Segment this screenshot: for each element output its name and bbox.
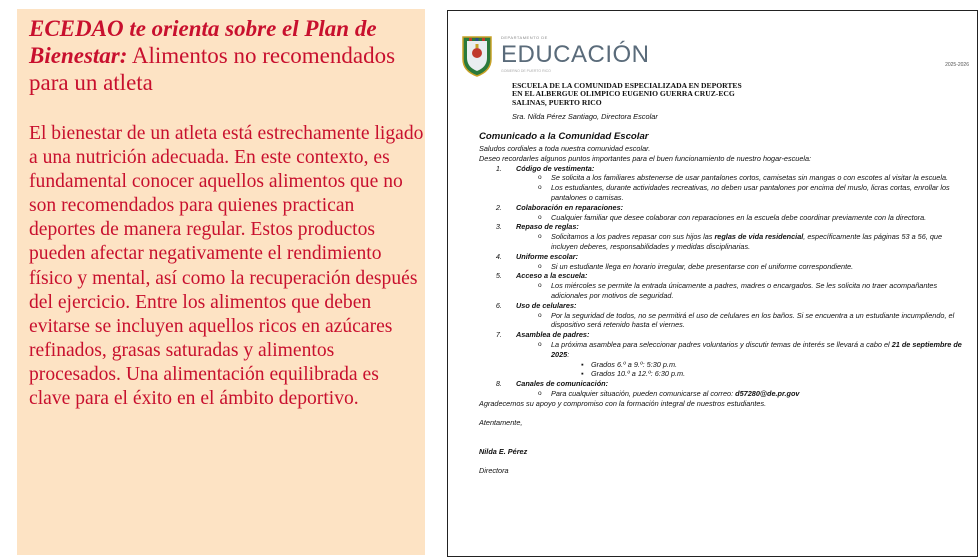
school-header bbox=[512, 82, 742, 107]
panel-title-emphasis: ECEDAO te orienta sobre el Plan de Bienestar: bbox=[29, 16, 377, 68]
contact-email: d57280@de.pr.gov bbox=[735, 388, 800, 398]
sub-item: o La próxima asamblea para seleccionar padres voluntarios y discutir temas de interés se llevará a cabo el 21 de septiembre de 2025: ▪ Grados 6.º a 9.º: 5:30 p.m. ▪ Grados 10.º a 12.º: 6:30 p.m. bbox=[538, 340, 969, 379]
sub-item: o Si un estudiante llega en horario irregular, debe presentarse con el uniforme correspondiente. bbox=[538, 262, 969, 272]
education-logo-text: EDUCACIÓN bbox=[501, 41, 650, 68]
list-item bbox=[504, 301, 969, 330]
item-heading: Canales de comunicación: bbox=[516, 379, 609, 389]
thanks-line: Agradecemos su apoyo y compromiso con la formación integral de nuestros estudiantes. bbox=[479, 398, 767, 408]
list-item bbox=[504, 252, 969, 272]
director-line: Sra. Nilda Pérez Santiago, Directora Escolar bbox=[512, 112, 658, 121]
school-name-line1: ESCUELA DE LA COMUNIDAD ESPECIALIZADA EN DEPORTES bbox=[512, 81, 742, 90]
points-list bbox=[479, 164, 969, 399]
list-item bbox=[504, 330, 969, 379]
signature-title: Directora bbox=[479, 466, 509, 476]
list-item bbox=[504, 222, 969, 251]
item-heading: Colaboración en reparaciones: bbox=[516, 202, 624, 212]
list-item bbox=[504, 164, 969, 203]
school-name-line2: EN EL ALBERGUE OLIMPICO EUGENIO GUERRA CRUZ-ECG bbox=[512, 89, 735, 99]
signature-name: Nilda E. Pérez bbox=[479, 447, 528, 457]
rules-emphasis: reglas de vida residencial bbox=[714, 232, 804, 242]
comunicado-title: Comunicado a la Comunidad Escolar bbox=[479, 131, 649, 142]
item-heading: Acceso a la escuela: bbox=[516, 271, 588, 281]
item-heading: Uso de celulares: bbox=[516, 300, 577, 310]
list-item bbox=[504, 379, 969, 399]
school-year: 2025-2026 bbox=[945, 62, 969, 68]
sub-item: o Solicitamos a los padres repasar con sus hijos las reglas de vida residencial, específicamente las páginas 53 a 56, que incluyen deberes, responsabilidades y medidas disciplinarias. bbox=[538, 232, 969, 252]
item-heading: Asamblea de padres: bbox=[516, 330, 590, 340]
closing: Atentamente, bbox=[479, 417, 523, 427]
sub-item: o Se solicita a los familiares abstenerse de usar pantalones cortos, camisetas sin mangas o con escotes al visitar la escuela. bbox=[538, 173, 969, 183]
assembly-date: 21 de septiembre de 2025 bbox=[551, 339, 962, 359]
intro: Deseo recordarles algunos puntos importantes para el buen funcionamiento de nuestro hogar-escuela: bbox=[479, 153, 812, 163]
sub-item: o Para cualquier situación, pueden comunicarse al correo: d57280@de.pr.gov bbox=[538, 389, 969, 399]
education-logo bbox=[461, 33, 650, 79]
list-item bbox=[504, 203, 969, 223]
panel-title-rest: Alimentos no recomendados para un atleta bbox=[29, 43, 396, 95]
grade-schedule: ▪ Grados 6.º a 9.º: 5:30 p.m. bbox=[581, 360, 969, 370]
sub-item: o Los estudiantes, durante actividades recreativas, no deben usar pantalones por encima del muslo, licras cortas, enrollar los pantalones o camisas. bbox=[538, 183, 969, 203]
greeting: Saludos cordiales a toda nuestra comunidad escolar. bbox=[479, 144, 651, 153]
department-label: DEPARTAMENTO DE bbox=[501, 35, 548, 40]
left-text-panel bbox=[17, 9, 425, 555]
school-location: SALINAS, PUERTO RICO bbox=[512, 97, 602, 107]
grade-schedule: ▪ Grados 10.º a 12.º: 6:30 p.m. bbox=[581, 369, 969, 379]
list-item bbox=[504, 271, 969, 300]
panel-body-text: El bienestar de un atleta está estrechamente ligado a una nutrición adecuada. En este contexto, es fundamental conocer aquellos alimentos que no son recomendados para quienes practican deportes de manera regular. Estos productos pueden afectar negativamente el rendimiento físico y mental, así como la recuperación después del ejercicio. Entre los alimentos que deben evitarse se incluyen aquellos ricos en azúcares refinados, grasas saturadas y alimentos procesados. Una alimentación equilibrada es clave para el éxito en el ámbito deportivo. bbox=[29, 123, 424, 410]
item-heading: Uniforme escolar: bbox=[516, 251, 579, 261]
puerto-rico-seal-icon bbox=[461, 33, 493, 77]
school-letter-document bbox=[447, 10, 978, 557]
letter-body bbox=[479, 144, 969, 476]
item-heading: Código de vestimenta: bbox=[516, 163, 595, 173]
sub-item: o Por la seguridad de todos, no se permitirá el uso de celulares en los baños. Si se encuentra a un estudiante incumpliendo, el dispositivo será retenido hasta el viernes. bbox=[538, 311, 969, 331]
panel-title bbox=[29, 15, 425, 96]
government-label: GOBIERNO DE PUERTO RICO bbox=[501, 69, 551, 73]
item-heading: Repaso de reglas: bbox=[516, 222, 579, 232]
sub-item: o Cualquier familiar que desee colaborar con reparaciones en la escuela debe coordinar previamente con la directora. bbox=[538, 213, 969, 223]
sub-item: o Los miércoles se permite la entrada únicamente a padres, madres o encargados. Se les solicita no traer acompañantes adicionales por motivos de seguridad. bbox=[538, 281, 969, 301]
